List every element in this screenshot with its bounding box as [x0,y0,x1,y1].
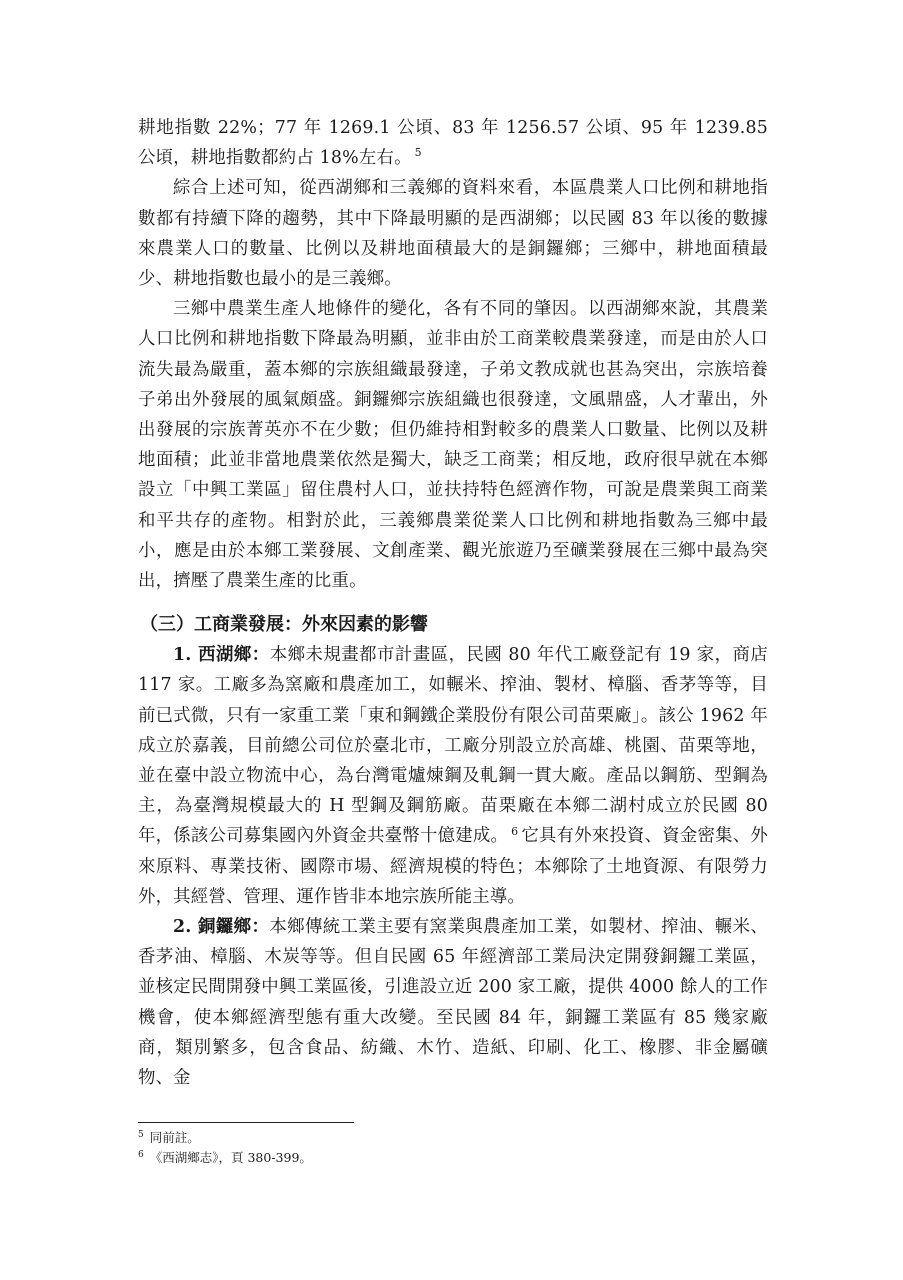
tongluo-text: 本鄉傳統工業主要有窯業與農產加工業，如製材、搾油、輾米、香茅油、樟腦、木炭等等。但自民國 65 年經濟部工業局決定開發銅鑼工業區，並核定民間開發中興工業區後，引進設立近 200 家工廠，提供 4000 餘人的工作機會，使本鄉經濟型態有重大改變。至民國 84 年，銅鑼工業區有 85 幾家廠商，類別繁多，包含食品、紡織、木竹、造紙、印刷、化工、橡膠、非金屬礦物、金 [138,917,768,1089]
xihu-text-b: 它具有外來投資、資金密集、外來原料、專業技術、國際市場、經濟規模的特色；本鄉除了土地資源、有限勞力外，其經營、管理、運作皆非本地宗族所能主導。 [138,826,768,907]
footnote-5 [138,1128,768,1148]
body-text [138,113,768,1093]
footnote-text: 《西湖鄉志》，頁 380-399。 [149,1150,312,1165]
xihu-lead: 1. 西湖鄉： [173,645,270,666]
paragraph-causes: 三鄉中農業生產人地條件的變化，各有不同的肇因。以西湖鄉來說，其農業人口比例和耕地指數下降最為明顯，並非由於工商業較農業發達，而是由於人口流失最為嚴重，蓋本鄉的宗族組織最發達，子弟文教成就也甚為突出，宗族培養子弟出外發展的風氣頗盛。銅鑼鄉宗族組織也很發達，文風鼎盛，人才輩出，外出發展的宗族菁英亦不在少數；但仍維持相對較多的農業人口數量、比例以及耕地面積；此並非當地農業依然是獨大，缺乏工商業；相反地，政府很早就在本鄉設立「中興工業區」留住農村人口，並扶持特色經濟作物，可說是農業與工商業和平共存的產物。相對於此，三義鄉農業從業人口比例和耕地指數為三鄉中最小，應是由於本鄉工業發展、文創產業、觀光旅遊乃至礦業發展在三鄉中最為突出，擠壓了農業生產的比重。 [138,299,768,592]
footnote-number: 6 [138,1149,144,1160]
footnote-text: 同前註。 [149,1130,200,1145]
section-spacer [138,596,768,610]
paragraph-cultivated-land [138,113,768,173]
footnote-6 [138,1148,768,1168]
paragraph-xihu [138,640,768,912]
section-heading: （三）工商業發展：外來因素的影響 [140,614,428,636]
tongluo-lead: 2. 銅鑼鄉： [173,917,270,938]
paragraph-text: 耕地指數 22%；77 年 1269.1 公頃、83 年 1256.57 公頃、95 年 1239.85 公頃，耕地指數都約占 18%左右。 [138,118,768,169]
footnote-ref-6: 6 [511,824,519,838]
footnote-number: 5 [138,1129,144,1140]
footnotes [138,1128,768,1168]
xihu-text-a: 本鄉未規畫都市計畫區，民國 80 年代工廠登記有 19 家，商店 117 家。工廠多為窯廠和農產加工，如輾米、搾油、製材、樟腦、香茅等等，目前已式微，只有一家重工業「東和鋼鐵企業股份有限公司苗栗廠」。該公 1962 年成立於嘉義，目前總公司位於臺北市，工廠分別設立於高雄、桃園、苗栗等地，並在臺中設立物流中心，為台灣電爐煉鋼及軋鋼一貫大廠。產品以鋼筋、型鋼為主，為臺灣規模最大的 H 型鋼及鋼筋廠。苗栗廠在本鄉二湖村成立於民國 80 年，係該公司募集國內外資金共臺幣十億建成。 [138,645,768,847]
footnote-divider [138,1122,354,1123]
paragraph-summary: 綜合上述可知，從西湖鄉和三義鄉的資料來看，本區農業人口比例和耕地指數都有持續下降的趨勢，其中下降最明顯的是西湖鄉；以民國 83 年以後的數據來農業人口的數量、比例以及耕地面積最大的是銅鑼鄉；三鄉中，耕地面積最少、耕地指數也最小的是三義鄉。 [138,178,768,290]
footnote-ref-5: 5 [414,146,422,160]
paragraph-tongluo [138,912,768,1093]
